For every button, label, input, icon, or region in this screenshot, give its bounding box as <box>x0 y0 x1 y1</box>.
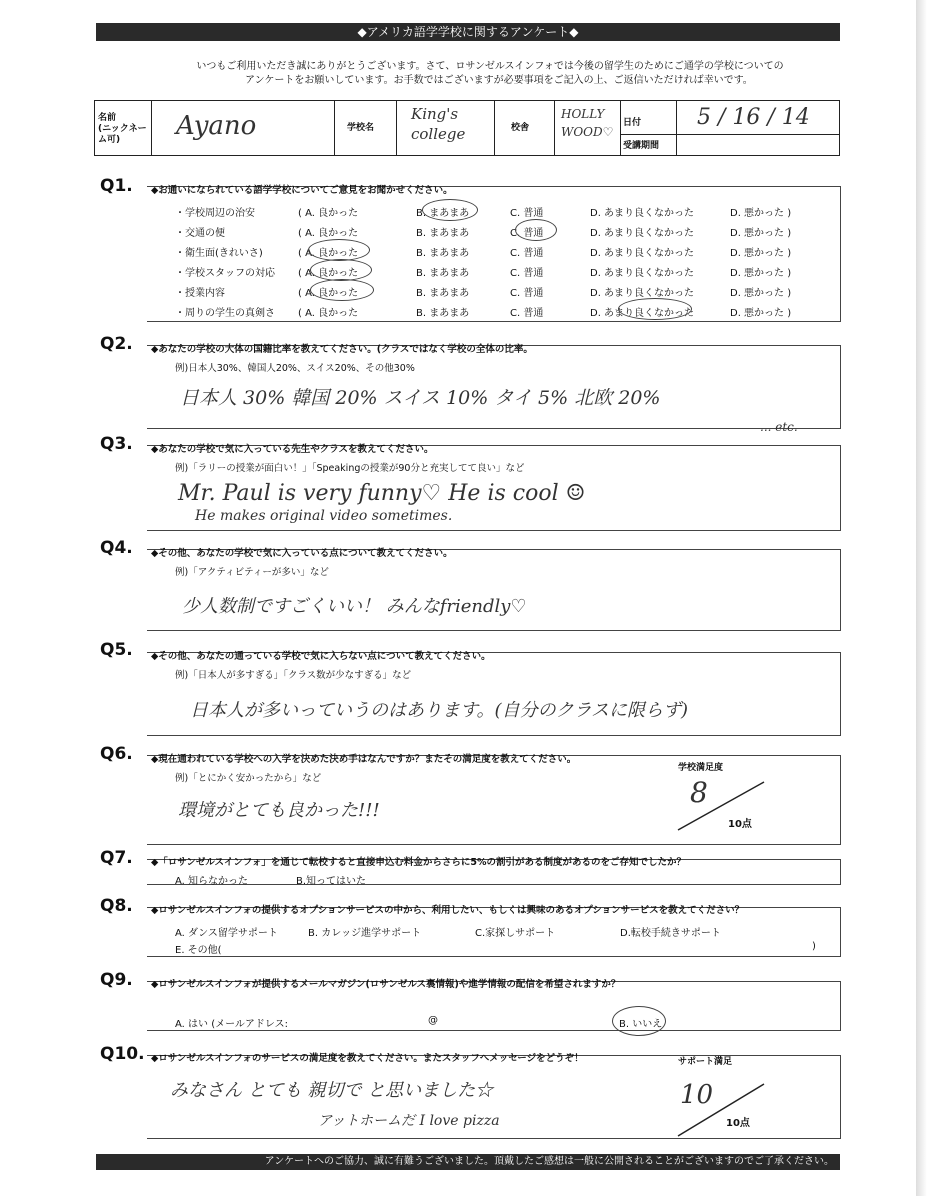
q2-answer[interactable]: 日本人 30% 韓国 20% スイス 10% タイ 5% 北欧 20% <box>180 387 661 409</box>
q3-number: Q3. <box>100 434 133 454</box>
q1-option-e[interactable]: D. 悪かった ) <box>730 268 792 279</box>
q1-option-c[interactable]: C. 普通 <box>510 248 544 259</box>
q8-option-b[interactable]: B. カレッジ進学サポート <box>308 928 422 939</box>
q1-option-d[interactable]: D. あまり良くなかった <box>590 208 695 219</box>
q1-option-a[interactable]: ( A. 良かった <box>298 208 359 219</box>
campus-label-cell <box>495 101 555 155</box>
q3-answer-line-1[interactable]: Mr. Paul is very funny♡ He is cool ☺ <box>178 481 586 506</box>
footer-text: アンケートへのご協力、誠に有難うございました。頂戴したご感想は一般に公開されることがございますのでご了承ください。 <box>264 1156 834 1167</box>
q9-number: Q9. <box>100 970 133 990</box>
q9-at-sign: @ <box>428 1015 438 1026</box>
q10-answer-line-2[interactable]: アットホームだ I love pizza <box>318 1113 500 1129</box>
q10-question: ◆ロサンゼルスインフォのサービスの満足度を教えてください。またスタッフへメッセージをどうぞ！ <box>151 1053 584 1064</box>
q5-box <box>147 652 841 736</box>
value-divider <box>677 134 839 135</box>
q1-question: ◆お通いになられている語学学校についてご意見をお聞かせください。 <box>151 185 453 196</box>
intro-line-2: アンケートをお願いしています。お手数ではございますが必要事項をご記入の上、ご返信いただければ幸いです。 <box>245 75 753 86</box>
q1-row-item: ・周りの学生の真剣さ <box>175 308 275 319</box>
q1-option-b[interactable]: B. まあまあ <box>416 228 470 239</box>
school-label-cell <box>335 101 397 155</box>
q6-answer[interactable]: 環境がとても良かった!!! <box>178 800 380 821</box>
name-value-cell[interactable] <box>152 101 335 155</box>
q4-question: ◆その他、あなたの学校で気に入っている点について教えてください。 <box>151 548 453 559</box>
name-label: 名前 (ニックネー ム可) <box>98 113 147 145</box>
q1-option-c[interactable]: C. 普通 <box>510 208 544 219</box>
campus-value-line-1: HOLLY <box>561 107 605 121</box>
q1-option-c[interactable]: C. 普通 <box>510 268 544 279</box>
q8-option-a[interactable]: A. ダンス留学サポート <box>175 928 278 939</box>
q9-question: ◆ロサンゼルスインフォが提供するメールマガジン(ロサンゼルス裏情報)や進学情報の配信を希望されますか？ <box>151 979 621 990</box>
q1-option-d[interactable]: D. あまり良くなかった <box>590 268 695 279</box>
q10-score-value[interactable]: 10 <box>680 1080 714 1110</box>
q2-answer-note: ... etc. <box>760 420 798 434</box>
q1-option-c[interactable]: C. 普通 <box>510 308 544 319</box>
q1-row-item: ・交通の便 <box>175 228 225 239</box>
q7-option-b[interactable]: B.知ってはいた <box>296 876 367 887</box>
school-value-cell[interactable] <box>397 101 495 155</box>
intro-text <box>150 60 830 88</box>
q4-answer[interactable]: 少人数制ですごくいい！ みんなfriendly♡ <box>182 596 527 617</box>
page-edge <box>916 0 927 1196</box>
q1-row-item: ・授業内容 <box>175 288 225 299</box>
school-value-line-1: King's <box>411 105 459 123</box>
q6-score-value[interactable]: 8 <box>690 776 708 809</box>
q3-answer-line-2[interactable]: He makes original video sometimes. <box>195 508 453 524</box>
q6-number: Q6. <box>100 744 133 764</box>
q1-option-a[interactable]: ( A. 良かった <box>298 288 359 299</box>
q10-score-max: 10点 <box>726 1118 750 1129</box>
q6-example: 例)「とにかく安かったから」など <box>175 773 322 784</box>
q1-option-a[interactable]: ( A. 良かった <box>298 248 359 259</box>
q1-option-e[interactable]: D. 悪かった ) <box>730 208 792 219</box>
q10-score-slash <box>676 1080 766 1138</box>
q4-number: Q4. <box>100 538 133 558</box>
campus-value-cell[interactable] <box>555 101 621 155</box>
q1-option-b[interactable]: B. まあまあ <box>416 288 470 299</box>
q5-answer[interactable]: 日本人が多いっていうのはあります。(自分のクラスに限らず) <box>190 700 689 721</box>
q1-row5-answer-mark <box>310 279 374 301</box>
q2-number: Q2. <box>100 334 133 354</box>
q8-number: Q8. <box>100 896 133 916</box>
header-table <box>94 100 840 156</box>
q8-option-d[interactable]: D.転校手続きサポート <box>620 928 721 939</box>
survey-title-bar <box>96 23 840 41</box>
q1-row1-answer-mark <box>422 199 478 221</box>
q1-option-e[interactable]: D. 悪かった ) <box>730 288 792 299</box>
q5-example: 例)「日本人が多すぎる」「クラス数が少なすぎる」など <box>175 670 412 681</box>
q10-score-label: サポート満足 <box>678 1057 733 1067</box>
campus-value-line-2: WOOD♡ <box>561 125 614 139</box>
q1-row6-answer-mark <box>618 298 692 320</box>
q1-option-d[interactable]: D. あまり良くなかった <box>590 228 695 239</box>
q1-option-e[interactable]: D. 悪かった ) <box>730 228 792 239</box>
q1-row2-answer-mark <box>515 219 557 241</box>
q1-option-c[interactable]: C. 普通 <box>510 228 544 239</box>
q1-row3-answer-mark <box>308 239 370 261</box>
intro-line-1: いつもご利用いただき誠にありがとうございます。さて、ロサンゼルスインフォでは今後の留学生のためにご通学の学校についての <box>196 61 784 72</box>
q1-row-item: ・学校スタッフの対応 <box>175 268 275 279</box>
q9-answer-mark <box>612 1006 666 1036</box>
q1-option-a[interactable]: ( A. 良かった <box>298 268 359 279</box>
q6-score-max: 10点 <box>728 819 752 830</box>
survey-title: ◆アメリカ語学学校に関するアンケート◆ <box>357 25 579 39</box>
school-label: 学校名 <box>347 123 375 133</box>
q4-box <box>147 549 841 631</box>
q5-number: Q5. <box>100 640 133 660</box>
q10-answer-line-1[interactable]: みなさん とても 親切で と思いました☆ <box>170 1080 494 1101</box>
q1-option-e[interactable]: D. 悪かった ) <box>730 248 792 259</box>
q2-example: 例)日本人30%、韓国人20%、スイス20%、その他30% <box>175 363 415 374</box>
q10-number: Q10. <box>100 1044 145 1064</box>
q6-score-slash <box>676 776 766 832</box>
period-label: 受講期間 <box>623 141 660 151</box>
q1-option-e[interactable]: D. 悪かった ) <box>730 308 792 319</box>
q9-option-a[interactable]: A. はい (メールアドレス: <box>175 1019 288 1030</box>
school-value-line-2: college <box>411 125 466 143</box>
q1-option-d[interactable]: D. あまり良くなかった <box>590 308 695 319</box>
q5-question: ◆その他、あなたの通っている学校で気に入らない点について教えてください。 <box>151 651 491 662</box>
q1-option-a[interactable]: ( A. 良かった <box>298 228 359 239</box>
q1-option-b[interactable]: B. まあまあ <box>416 248 470 259</box>
q7-option-a[interactable]: A. 知らなかった <box>175 876 249 887</box>
q1-option-b[interactable]: B. まあまあ <box>416 208 470 219</box>
label-divider <box>621 134 676 135</box>
q1-option-c[interactable]: C. 普通 <box>510 288 544 299</box>
q1-option-b[interactable]: B. まあまあ <box>416 308 470 319</box>
q1-row-item: ・学校周辺の治安 <box>175 208 255 219</box>
q8-option-e[interactable]: E. その他( <box>175 945 222 956</box>
name-value: Ayano <box>176 111 257 141</box>
q1-option-d[interactable]: D. あまり良くなかった <box>590 248 695 259</box>
date-value: 5 / 16 / 14 <box>697 105 810 130</box>
q4-example: 例)「アクティビティーが多い」など <box>175 567 329 578</box>
q1-row4-answer-mark <box>310 259 372 281</box>
q8-option-e-close: ) <box>812 941 816 952</box>
date-label-cell <box>621 101 677 155</box>
date-label: 日付 <box>623 118 642 128</box>
q7-number: Q7. <box>100 848 133 868</box>
q1-option-a[interactable]: ( A. 良かった <box>298 308 359 319</box>
q7-question: ◆「ロサンゼルスインフォ」を通じて転校すると直接申込む料金からさらに5%の割引がある制度があるのをご存知でしたか？ <box>151 857 687 868</box>
q3-example: 例)「ラリーの授業が面白い！」「Speakingの授業が90分と充実してて良い」など <box>175 463 525 474</box>
q1-option-d[interactable]: D. あまり良くなかった <box>590 288 695 299</box>
q8-question: ◆ロサンゼルスインフォの提供するオプションサービスの中から、利用したい、もしくは興味のあるオプションサービスを教えてください？ <box>151 905 745 916</box>
campus-label: 校舎 <box>511 123 530 133</box>
q3-question: ◆あなたの学校で気に入っている先生やクラスを教えてください。 <box>151 444 434 455</box>
date-value-cell[interactable] <box>677 101 839 155</box>
q2-question: ◆あなたの学校の大体の国籍比率を教えてください。(クラスではなく学校の全体の比率。 <box>151 344 533 355</box>
q1-option-b[interactable]: B. まあまあ <box>416 268 470 279</box>
name-label-cell <box>95 101 152 155</box>
q1-number: Q1. <box>100 176 133 196</box>
q9-option-b[interactable]: B. いいえ <box>619 1019 663 1030</box>
q8-option-c[interactable]: C.家探しサポート <box>475 928 556 939</box>
q6-question: ◆現在通われている学校への入学を決めた決め手はなんですか？またその満足度を教えてください。 <box>151 754 577 765</box>
footer-bar <box>96 1154 840 1170</box>
q1-row-item: ・衛生面(きれいさ) <box>175 248 263 259</box>
q6-score-label: 学校満足度 <box>678 763 724 773</box>
